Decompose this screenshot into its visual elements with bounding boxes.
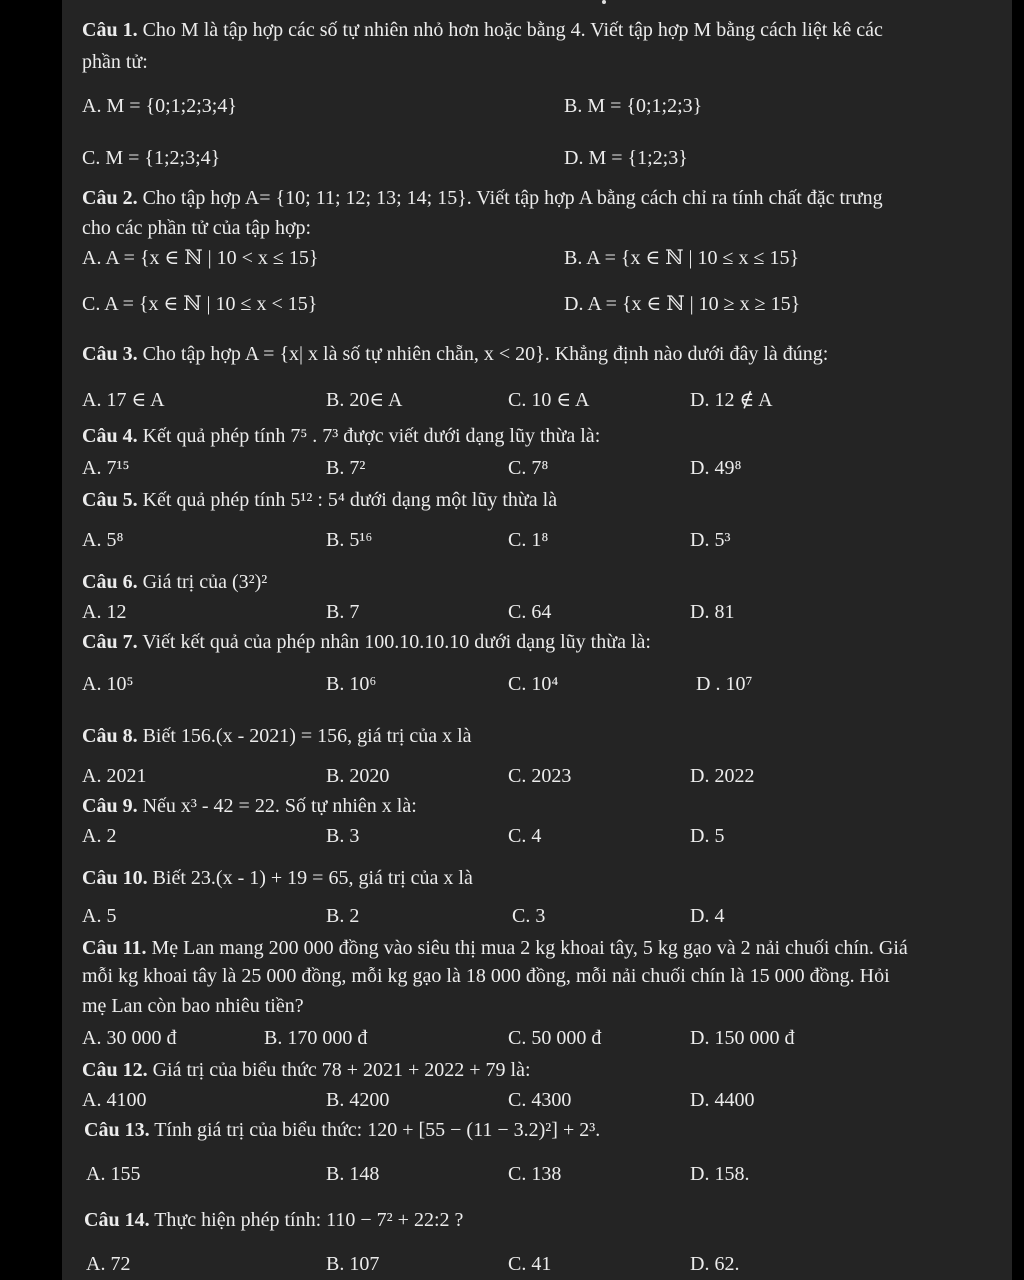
question-12 <box>82 1056 1002 1084</box>
question-text: Biết 23.(x - 1) + 19 = 65, giá trị của x là <box>152 867 473 889</box>
question-number: Câu 13. <box>84 1119 150 1141</box>
option-d: D. M = {1;2;3} <box>564 147 688 169</box>
question-2-line-2: cho các phần tử của tập hợp: <box>82 217 312 239</box>
question-text: Viết kết quả của phép nhân 100.10.10.10 dưới dạng lũy thừa là: <box>142 631 651 653</box>
option-b: B. 170 000 đ <box>264 1027 368 1049</box>
option-d: D. 81 <box>690 601 735 623</box>
option-b: B. A = {x ∈ ℕ | 10 ≤ x ≤ 15} <box>564 247 800 269</box>
document-page <box>62 0 1012 1280</box>
option-b: B. 2 <box>326 905 360 927</box>
question-number: Câu 11. <box>82 937 147 959</box>
option-b: B. 5¹⁶ <box>326 529 373 551</box>
option-b: B. 20∈ A <box>326 389 403 411</box>
option-a: A. 155 <box>86 1163 141 1185</box>
question-3 <box>82 340 1002 368</box>
option-b: B. 10⁶ <box>326 673 377 695</box>
question-text: Thực hiện phép tính: 110 − 7² + 22:2 ? <box>154 1209 464 1231</box>
option-c: C. 50 000 đ <box>508 1027 602 1049</box>
question-text: Cho tập hợp A = {x| x là số tự nhiên chẵn, x < 20}. Khẳng định nào dưới đây là đúng: <box>142 343 829 365</box>
question-2 <box>82 184 1002 212</box>
option-b: B. 2020 <box>326 765 390 787</box>
option-d: D. 4400 <box>690 1089 755 1111</box>
option-c: C. 2023 <box>508 765 572 787</box>
question-number: Câu 1. <box>82 19 138 41</box>
question-number: Câu 6. <box>82 571 138 593</box>
option-a: A. 5⁸ <box>82 529 124 551</box>
question-number: Câu 8. <box>82 725 138 747</box>
option-c: C. 10⁴ <box>508 673 559 695</box>
question-13 <box>84 1116 1002 1144</box>
question-5 <box>82 486 1002 514</box>
question-text: Cho tập hợp A= {10; 11; 12; 13; 14; 15}. Viết tập hợp A bằng cách chỉ ra tính chất đặc trưng <box>142 187 883 209</box>
question-number: Câu 5. <box>82 489 138 511</box>
option-b: B. 148 <box>326 1163 380 1185</box>
option-d: D. 62. <box>690 1253 740 1275</box>
option-a: A. A = {x ∈ ℕ | 10 < x ≤ 15} <box>82 247 319 269</box>
question-11-line-3: mẹ Lan còn bao nhiêu tiền? <box>82 995 304 1017</box>
option-c: C. 10 ∈ A <box>508 389 590 411</box>
question-number: Câu 10. <box>82 867 148 889</box>
option-c: C. 4 <box>508 825 542 847</box>
question-text: Tính giá trị của biểu thức: 120 + [55 − (11 − 3.2)²] + 2³. <box>154 1119 601 1141</box>
option-d: D. 5 <box>690 825 725 847</box>
question-text: Cho M là tập hợp các số tự nhiên nhỏ hơn hoặc bằng 4. Viết tập hợp M bằng cách liệt kê các <box>142 19 883 41</box>
option-d: D. 12 ∉ A <box>690 389 773 411</box>
question-number: Câu 2. <box>82 187 138 209</box>
option-b: B. 4200 <box>326 1089 390 1111</box>
option-a: A. 17 ∈ A <box>82 389 165 411</box>
cursor-dot <box>602 0 606 4</box>
question-number: Câu 14. <box>84 1209 150 1231</box>
question-text: Nếu x³ - 42 = 22. Số tự nhiên x là: <box>142 795 417 817</box>
question-6 <box>82 568 1002 596</box>
option-d: D . 10⁷ <box>696 673 753 695</box>
option-d: D. 158. <box>690 1163 750 1185</box>
question-4 <box>82 422 1002 450</box>
question-14 <box>84 1206 1002 1234</box>
option-d: D. 2022 <box>690 765 755 787</box>
question-text: Kết quả phép tính 5¹² : 5⁴ dưới dạng một lũy thừa là <box>142 489 558 511</box>
question-1-line-2: phần tử: <box>82 51 148 73</box>
option-a: A. 10⁵ <box>82 673 134 695</box>
option-c: C. M = {1;2;3;4} <box>82 147 221 169</box>
option-a: A. 72 <box>86 1253 131 1275</box>
option-c: C. 3 <box>512 905 546 927</box>
option-d: D. 4 <box>690 905 725 927</box>
question-text: Mẹ Lan mang 200 000 đồng vào siêu thị mua 2 kg khoai tây, 5 kg gạo và 2 nải chuối chín. Giá <box>151 937 908 959</box>
question-9 <box>82 792 1002 820</box>
option-a: A. 2021 <box>82 765 147 787</box>
option-c: C. 1⁸ <box>508 529 549 551</box>
option-a: A. 4100 <box>82 1089 147 1111</box>
option-b: B. 107 <box>326 1253 380 1275</box>
question-8 <box>82 722 1002 750</box>
question-7 <box>82 628 1002 656</box>
option-d: D. A = {x ∈ ℕ | 10 ≥ x ≥ 15} <box>564 293 801 315</box>
option-d: D. 150 000 đ <box>690 1027 795 1049</box>
option-b: B. 7 <box>326 601 360 623</box>
option-a: A. 12 <box>82 601 127 623</box>
question-number: Câu 9. <box>82 795 138 817</box>
question-10 <box>82 864 1002 892</box>
question-1 <box>82 16 1002 44</box>
option-c: C. 7⁸ <box>508 457 549 479</box>
option-a: A. 5 <box>82 905 117 927</box>
option-d: D. 49⁸ <box>690 457 742 479</box>
option-d: D. 5³ <box>690 529 731 551</box>
question-number: Câu 3. <box>82 343 138 365</box>
question-11-line-2: mỗi kg khoai tây là 25 000 đồng, mỗi kg gạo là 18 000 đồng, mỗi nải chuối chín là 15 000 đồng. Hỏi <box>82 965 890 987</box>
option-c: C. A = {x ∈ ℕ | 10 ≤ x < 15} <box>82 293 318 315</box>
option-b: B. 7² <box>326 457 366 479</box>
option-a: A. 7¹⁵ <box>82 457 130 479</box>
question-text: Biết 156.(x - 2021) = 156, giá trị của x là <box>142 725 472 747</box>
option-a: A. 2 <box>82 825 117 847</box>
question-text: Giá trị của biểu thức 78 + 2021 + 2022 + 79 là: <box>152 1059 531 1081</box>
option-a: A. M = {0;1;2;3;4} <box>82 95 237 117</box>
option-c: C. 41 <box>508 1253 552 1275</box>
option-b: B. 3 <box>326 825 360 847</box>
option-c: C. 64 <box>508 601 552 623</box>
question-number: Câu 4. <box>82 425 138 447</box>
question-11 <box>82 934 1002 962</box>
question-number: Câu 7. <box>82 631 138 653</box>
option-b: B. M = {0;1;2;3} <box>564 95 703 117</box>
option-a: A. 30 000 đ <box>82 1027 177 1049</box>
option-c: C. 138 <box>508 1163 562 1185</box>
option-c: C. 4300 <box>508 1089 572 1111</box>
question-number: Câu 12. <box>82 1059 148 1081</box>
question-text: Giá trị của (3²)² <box>142 571 268 593</box>
question-text: Kết quả phép tính 7⁵ . 7³ được viết dưới dạng lũy thừa là: <box>142 425 601 447</box>
